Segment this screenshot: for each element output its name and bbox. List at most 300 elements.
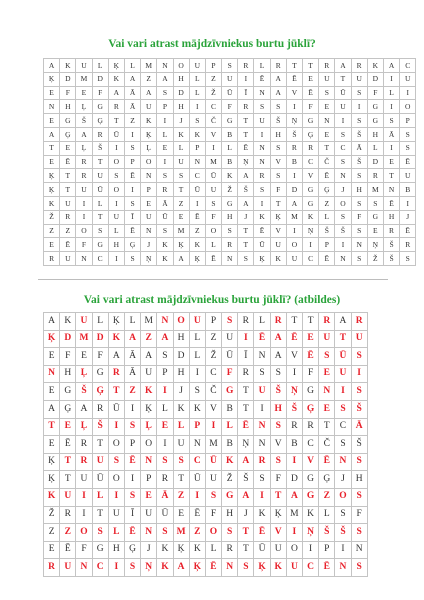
answer-letter-cell: V [286,348,302,366]
puzzle-letter-cell: D [286,183,302,197]
puzzle-letter-cell: I [383,72,399,86]
answer-letter-cell: K [254,506,270,524]
answer-letter-cell: H [60,365,76,383]
answer-letter-cell: T [303,313,319,331]
answer-letter-cell: C [303,559,319,577]
puzzle-letter-cell: U [400,169,416,183]
answer-letter-cell: G [222,383,238,401]
puzzle-letter-cell: Ā [157,196,173,210]
puzzle-letter-cell: A [270,86,286,100]
puzzle-letter-cell: L [383,86,399,100]
puzzle-letter-cell: Ū [189,183,205,197]
answer-letter-cell: S [351,383,367,401]
puzzle-letter-cell: R [44,252,60,266]
answer-letter-cell: I [108,488,124,506]
puzzle-letter-cell: Ū [92,183,108,197]
answer-letter-cell: R [76,453,92,471]
puzzle-letter-cell: I [286,169,302,183]
puzzle-letter-cell: T [92,155,108,169]
puzzle-letter-cell: S [319,86,335,100]
puzzle-letter-row [44,155,416,169]
puzzle-letter-cell: R [383,224,399,238]
puzzle-letter-cell: D [92,72,108,86]
answer-letter-cell: Ž [222,471,238,489]
answer-letter-cell: K [173,400,189,418]
puzzle-letter-cell: S [367,196,383,210]
answer-letter-cell: Ē [238,418,254,436]
answer-letter-cell: U [76,313,92,331]
puzzle-letter-cell: R [157,183,173,197]
puzzle-letter-cell: C [205,100,221,114]
puzzle-letter-cell: U [319,72,335,86]
puzzle-letter-cell: D [367,155,383,169]
puzzle-letter-cell: H [173,72,189,86]
answer-letter-cell: A [44,313,60,331]
puzzle-letter-cell: Ē [254,72,270,86]
puzzle-letter-cell: Š [335,224,351,238]
puzzle-letter-cell: K [254,210,270,224]
puzzle-letter-cell: Ž [44,210,60,224]
puzzle-letter-cell: G [92,100,108,114]
answer-letter-cell: A [157,330,173,348]
puzzle-letter-cell: B [222,155,238,169]
puzzle-letter-cell: U [60,196,76,210]
puzzle-letter-cell: Ņ [303,224,319,238]
answer-letter-cell: M [173,524,189,542]
answer-letter-cell: Z [173,488,189,506]
answer-letter-cell: D [173,348,189,366]
puzzle-letter-cell: Ū [222,86,238,100]
puzzle-letter-cell: I [76,196,92,210]
puzzle-letter-cell: U [254,114,270,128]
puzzle-letter-cell: Ā [124,86,140,100]
puzzle-letter-cell: U [270,238,286,252]
puzzle-letter-cell: N [141,224,157,238]
answer-letter-cell: L [92,313,108,331]
answer-letter-cell: A [44,400,60,418]
answer-letter-row [44,418,368,436]
answer-letter-row [44,488,368,506]
answer-letter-cell: U [60,559,76,577]
puzzle-letter-cell: Ē [400,155,416,169]
puzzle-letter-cell: L [189,86,205,100]
puzzle-letter-cell: L [92,196,108,210]
answer-letter-cell: Ē [124,453,140,471]
answer-letter-row [44,348,368,366]
puzzle-letter-cell: E [60,141,76,155]
puzzle-letter-cell: V [303,169,319,183]
puzzle-letter-cell: I [124,183,140,197]
answer-letter-cell: S [238,559,254,577]
puzzle-letter-cell: Ņ [238,155,254,169]
puzzle-letter-cell: E [367,224,383,238]
puzzle-letter-cell: S [222,224,238,238]
answer-letter-cell: J [173,383,189,401]
puzzle-letter-cell: S [351,196,367,210]
puzzle-letter-cell: S [92,224,108,238]
puzzle-letter-cell: I [383,141,399,155]
puzzle-letter-cell: I [124,127,140,141]
answer-letter-cell: Ū [157,506,173,524]
answer-letter-cell: A [173,559,189,577]
answer-letter-cell: I [76,506,92,524]
answer-letter-cell: Ā [124,348,140,366]
answer-letter-cell: Ē [319,453,335,471]
answer-letter-cell: H [270,400,286,418]
puzzle-letter-cell: Ķ [44,183,60,197]
answer-letter-cell: T [238,524,254,542]
puzzle-letter-cell: S [270,100,286,114]
answer-letter-cell: H [173,365,189,383]
puzzle-letter-cell: I [108,252,124,266]
answer-letter-cell: N [351,541,367,559]
answer-letter-cell: Š [238,471,254,489]
answer-letter-cell: A [238,488,254,506]
puzzle-letter-cell: R [76,169,92,183]
answer-letter-cell: U [351,330,367,348]
answer-letter-cell: K [108,330,124,348]
answer-letter-cell: Ķ [270,506,286,524]
answer-letter-cell: Š [335,524,351,542]
answer-letter-cell: L [189,330,205,348]
answer-letter-cell: I [335,383,351,401]
answer-letter-cell: F [222,365,238,383]
puzzle-letter-cell: K [173,127,189,141]
puzzle-letter-cell: H [173,100,189,114]
answer-letter-cell: S [157,348,173,366]
puzzle-letter-cell: O [400,100,416,114]
answer-letter-cell: A [270,330,286,348]
answer-letter-row [44,330,368,348]
puzzle-letter-cell: Ē [238,141,254,155]
answer-letter-row [44,541,368,559]
puzzle-letter-cell: A [335,59,351,73]
puzzle-letter-cell: Ķ [254,252,270,266]
puzzle-letter-cell: Ļ [76,141,92,155]
puzzle-letter-cell: U [141,100,157,114]
puzzle-letter-cell: S [157,224,173,238]
answer-letter-cell: I [303,541,319,559]
answer-letter-cell: Ē [205,559,221,577]
answer-letter-cell: F [351,506,367,524]
answer-letter-cell: N [189,436,205,454]
puzzle-letter-cell: P [189,141,205,155]
puzzle-letter-cell: I [108,196,124,210]
answer-letter-cell: Ū [189,471,205,489]
answer-letter-cell: A [286,488,302,506]
puzzle-letter-cell: U [205,183,221,197]
puzzle-letter-cell: Ķ [189,252,205,266]
answer-letter-cell: T [60,471,76,489]
puzzle-letter-cell: D [173,86,189,100]
puzzle-letter-cell: U [141,210,157,224]
puzzle-letter-cell: S [157,86,173,100]
puzzle-letter-cell: K [189,238,205,252]
puzzle-letter-cell: R [286,141,302,155]
answer-letter-cell: Ķ [173,541,189,559]
answer-letter-cell: T [44,418,60,436]
puzzle-letter-cell: Ļ [76,100,92,114]
puzzle-letter-cell: Z [189,224,205,238]
answer-letter-cell: G [222,488,238,506]
puzzle-letter-cell: A [173,252,189,266]
answer-letter-cell: T [270,488,286,506]
puzzle-letter-cell: Š [383,252,399,266]
puzzle-letter-cell: Č [205,114,221,128]
puzzle-letter-cell: C [189,169,205,183]
answer-letter-cell: E [44,383,60,401]
answer-letter-cell: Ļ [141,418,157,436]
puzzle-letter-cell: T [44,141,60,155]
puzzle-letter-cell: G [222,196,238,210]
answer-letter-cell: S [92,524,108,542]
answer-letter-cell: V [303,453,319,471]
puzzle-letter-cell: R [222,238,238,252]
answer-letter-cell: Z [44,524,60,542]
answer-letter-cell: Ē [60,436,76,454]
answer-letter-cell: K [189,541,205,559]
answer-letter-cell: R [157,471,173,489]
answer-letter-row [44,453,368,471]
answer-letter-cell: Z [141,330,157,348]
answer-letter-cell: S [205,488,221,506]
answer-letter-cell: S [254,471,270,489]
answer-letter-cell: C [189,453,205,471]
answer-letter-cell: I [189,365,205,383]
puzzle-letter-cell: S [335,155,351,169]
puzzle-letter-cell: B [286,155,302,169]
answer-letter-cell: T [92,506,108,524]
answer-letter-cell: Ķ [254,559,270,577]
puzzle-letter-row [44,59,416,73]
answer-letter-cell: I [124,400,140,418]
puzzle-letter-cell: Ķ [108,59,124,73]
puzzle-letter-cell: Ņ [367,238,383,252]
answer-letter-cell: G [92,541,108,559]
answer-letter-cell: O [108,436,124,454]
puzzle-letter-cell: J [335,183,351,197]
puzzle-letter-cell: D [367,72,383,86]
puzzle-letter-cell: T [60,169,76,183]
answer-letter-cell: R [44,559,60,577]
puzzle-letter-cell: Š [383,238,399,252]
puzzle-letter-cell: I [303,238,319,252]
answer-letter-cell: V [205,400,221,418]
answer-letter-cell: G [92,365,108,383]
answer-letter-cell: I [76,488,92,506]
answer-letter-cell: K [270,559,286,577]
answer-letter-cell: K [44,488,60,506]
puzzle-letter-cell: P [205,59,221,73]
answer-letter-cell: Z [124,383,140,401]
puzzle-letter-cell: Ē [319,252,335,266]
answer-letter-cell: T [319,418,335,436]
puzzle-letter-cell: R [319,59,335,73]
answer-letter-cell: N [222,559,238,577]
answer-letter-cell: U [335,365,351,383]
answer-letter-cell: O [173,313,189,331]
puzzle-letter-cell: F [60,86,76,100]
puzzle-letter-cell: Ē [303,86,319,100]
answer-letter-cell: T [108,383,124,401]
puzzle-letter-cell: N [76,252,92,266]
answer-letter-cell: R [222,541,238,559]
answer-letter-cell: E [76,348,92,366]
puzzle-letter-cell: S [400,127,416,141]
puzzle-letter-cell: Ē [124,224,140,238]
puzzle-letter-cell: Š [286,127,302,141]
answer-letter-cell: U [108,506,124,524]
puzzle-letter-cell: N [383,183,399,197]
puzzle-letter-cell: O [286,238,302,252]
answer-letter-cell: B [222,436,238,454]
answer-letter-cell: Ā [351,418,367,436]
puzzle-letter-cell: Š [92,141,108,155]
puzzle-letter-cell: T [238,127,254,141]
answer-letter-cell: S [335,506,351,524]
answer-letter-cell: K [141,383,157,401]
answer-letter-cell: T [92,436,108,454]
answer-letter-cell: P [124,436,140,454]
puzzle-letter-cell: S [205,196,221,210]
puzzle-letter-row [44,141,416,155]
answer-letter-cell: Ē [286,330,302,348]
answer-letter-cell: Ļ [76,418,92,436]
puzzle-letter-cell: F [205,210,221,224]
answer-letter-cell: O [335,488,351,506]
answer-letter-cell: P [141,471,157,489]
answer-letter-cell: J [335,471,351,489]
answer-letter-cell: I [189,488,205,506]
answer-letter-cell: N [157,313,173,331]
answer-letter-cell: S [335,400,351,418]
answer-letter-cell: I [286,524,302,542]
puzzle-letter-cell: Ž [205,86,221,100]
puzzle-letter-cell: I [238,72,254,86]
answer-letter-cell: L [189,348,205,366]
puzzle-letter-cell: I [76,210,92,224]
puzzle-letter-cell: Ķ [141,127,157,141]
answer-letter-cell: U [270,541,286,559]
puzzle-letter-cell: U [335,100,351,114]
answer-letter-cell: R [286,418,302,436]
answer-letter-cell: T [238,400,254,418]
puzzle-letter-cell: Ē [400,224,416,238]
answer-letter-cell: Ū [108,400,124,418]
puzzle-letter-cell: N [157,59,173,73]
answer-letter-cell: A [124,330,140,348]
puzzle-letter-cell: N [351,238,367,252]
answer-letter-cell: A [141,348,157,366]
puzzle-letter-cell: S [124,141,140,155]
puzzle-letter-cell: I [383,100,399,114]
answer-letter-cell: N [254,436,270,454]
answer-letter-cell: Ģ [60,400,76,418]
puzzle-letter-cell: K [367,59,383,73]
puzzle-letter-cell: A [76,127,92,141]
answer-letter-row [44,524,368,542]
answer-letter-cell: R [76,436,92,454]
answer-letter-cell: Ņ [238,436,254,454]
puzzle-letter-cell: Ģ [303,127,319,141]
answer-letter-cell: H [351,471,367,489]
puzzle-letter-cell: I [108,141,124,155]
answer-letter-cell: Ū [335,348,351,366]
answer-letter-cell: H [222,506,238,524]
puzzle-letter-row [44,72,416,86]
puzzle-letter-cell: A [141,86,157,100]
puzzle-letter-cell: T [319,141,335,155]
answer-letter-cell: N [254,418,270,436]
answer-letter-cell: C [303,436,319,454]
answer-letter-cell: Ē [254,330,270,348]
puzzle-letter-cell: T [238,114,254,128]
answer-letter-cell: Ī [124,506,140,524]
answer-letter-cell: D [286,471,302,489]
puzzle-letter-cell: Ū [108,127,124,141]
puzzle-letter-cell: S [270,169,286,183]
puzzle-letter-cell: I [157,155,173,169]
answer-letter-cell: G [60,383,76,401]
answer-letter-cell: S [351,559,367,577]
answer-letter-cell: Ģ [303,400,319,418]
section-divider [38,279,388,280]
puzzle-letter-cell: K [141,114,157,128]
answer-letter-cell: Ū [222,348,238,366]
answer-letter-cell: Š [76,383,92,401]
puzzle-letter-cell: G [367,210,383,224]
puzzle-letter-cell: F [351,210,367,224]
puzzle-letter-cell: O [108,155,124,169]
puzzle-letter-cell: S [351,169,367,183]
answer-letter-cell: O [108,471,124,489]
answer-letter-cell: S [222,313,238,331]
answer-letter-cell: Ē [124,524,140,542]
puzzle-letter-cell: E [157,141,173,155]
puzzle-letter-cell: Z [124,114,140,128]
answer-letter-cell: S [254,365,270,383]
answer-letter-cell: S [124,418,140,436]
puzzle-letter-cell: Š [270,114,286,128]
answer-letter-cell: F [92,348,108,366]
puzzle-letter-cell: H [108,238,124,252]
answer-letter-cell: R [60,506,76,524]
puzzle-letter-row [44,127,416,141]
answer-letter-cell: L [205,541,221,559]
puzzle-letter-cell: I [189,100,205,114]
answer-letter-cell: E [141,488,157,506]
puzzle-letter-cell: E [44,155,60,169]
answer-letter-cell: E [44,348,60,366]
answer-letter-cell: Ģ [92,383,108,401]
puzzle-letter-row [44,183,416,197]
answer-letter-cell: U [254,383,270,401]
puzzle-letter-cell: P [157,100,173,114]
puzzle-letter-cell: Z [319,196,335,210]
answer-letter-cell: L [254,313,270,331]
puzzle-letter-cell: Ē [60,155,76,169]
puzzle-letter-cell: S [157,169,173,183]
puzzle-letter-cell: A [44,59,60,73]
answer-letter-cell: N [141,524,157,542]
puzzle-letter-cell: U [76,59,92,73]
puzzle-letter-cell: Ā [124,100,140,114]
answer-letter-cell: Š [319,524,335,542]
answer-letter-cell: F [270,471,286,489]
puzzle-letter-row [44,210,416,224]
puzzle-letter-cell: U [222,72,238,86]
answer-letter-cell: L [319,506,335,524]
